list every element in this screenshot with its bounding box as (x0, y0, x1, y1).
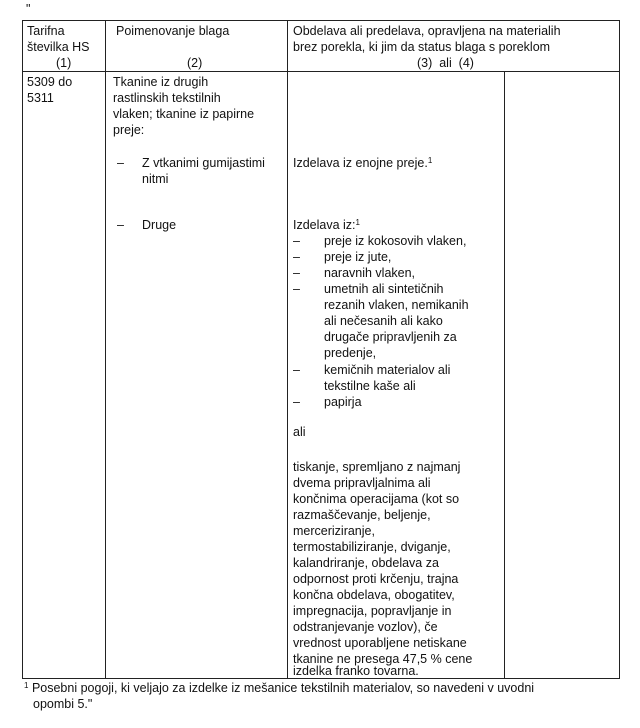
material-item: preje iz jute, (324, 250, 392, 264)
material-item: papirja (324, 395, 362, 409)
footnote-ref: 1 (427, 156, 433, 165)
col-divider-2 (287, 20, 288, 679)
table-right-border (619, 20, 620, 679)
material-item: naravnih vlaken, (324, 266, 416, 280)
item-dash: – (117, 156, 124, 170)
footnote-marker: 1 (24, 681, 29, 690)
item-rule: Izdelava iz enojne preje.$^1$ (293, 156, 433, 170)
or-separator: ali (293, 425, 306, 439)
table-top-border (22, 20, 620, 21)
col-divider-3 (504, 71, 505, 679)
footnote-ref: 1 (355, 218, 360, 227)
col-divider-1 (105, 20, 106, 679)
table-left-border (22, 20, 23, 679)
item-dash: – (117, 218, 124, 232)
material-item: preje iz kokosovih vlaken, (324, 234, 467, 248)
opening-quote: " (26, 2, 31, 16)
header-divider (22, 71, 620, 72)
item-rule-intro: Izdelava iz:$^1$ (293, 218, 360, 232)
